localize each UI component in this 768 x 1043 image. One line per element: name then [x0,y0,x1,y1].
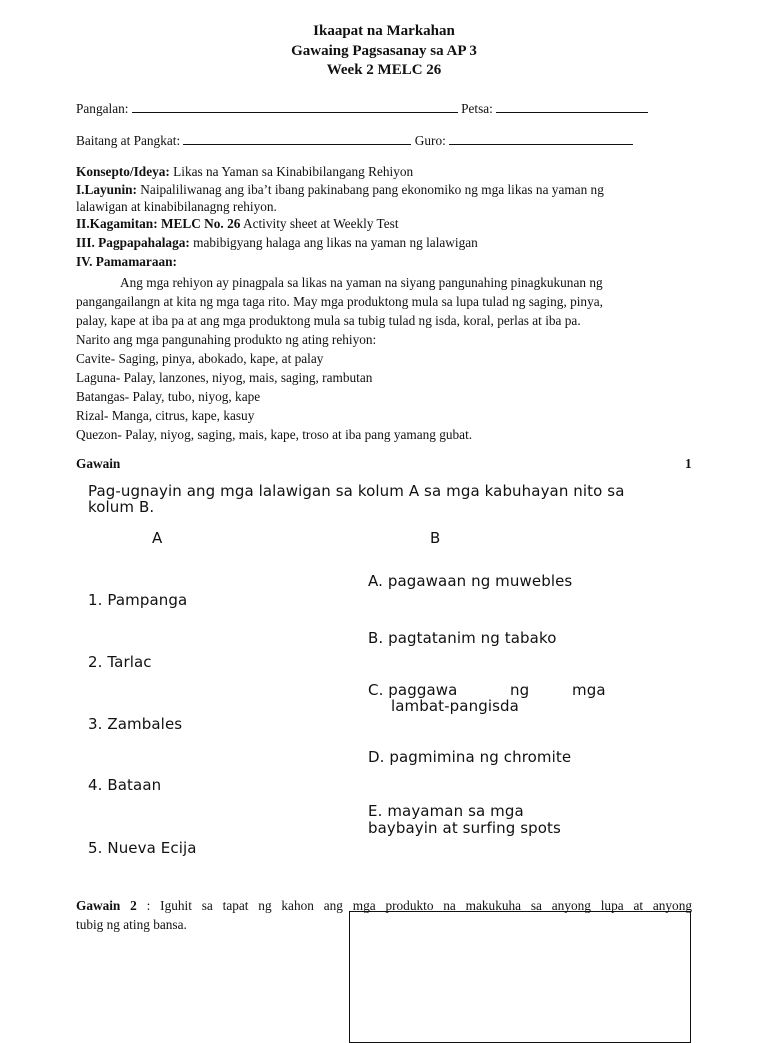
gawain1-label: Gawain [76,456,121,471]
baitang-label: Baitang at Pangkat: [76,133,181,148]
gawain2-instruction: Iguhit sa tapat ng kahon ang mga produkto na makukuha sa anyong lupa at anyong [160,898,692,913]
column-b-item-d: D. pagmimina ng chromite [368,748,572,766]
pangalan-field[interactable] [76,100,648,117]
column-a-header: A [152,529,163,547]
header-week: Week 2 MELC 26 [326,62,442,78]
gawain1-instruction-2: kolum B. [88,498,155,516]
body-line-4: Narito ang mga pangunahing produkto ng ating rehiyon: [76,332,377,347]
gawain2-instruction-2: tubig ng ating bansa. [76,917,187,932]
column-b-item-e: E. mayaman sa mga [368,802,524,820]
pangalan-label: Pangalan: [76,101,129,116]
kagamitan-label: II.Kagamitan: MELC No. 26 [76,216,241,231]
layunin-line [76,182,604,198]
guro-label: Guro: [414,133,446,148]
column-a-item: 5. Nueva Ecija [88,839,197,857]
layunin-label: I.Layunin: [76,182,137,197]
konsepto-text: Likas na Yaman sa Kinabibilangang Rehiyon [169,164,414,179]
column-b-item-c-word: mga [572,681,606,699]
pangalan-blank[interactable] [132,100,458,113]
pagpapahalaga-line [76,235,478,251]
header-subtitle: Gawaing Pagsasanay sa AP 3 [291,43,477,59]
gawain2-separator: : [136,898,161,913]
layunin-line-2: lalawigan at kinabibilanagng rehiyon. [76,199,277,214]
layunin-text: Naipaliliwanag ang iba’t ibang pakinabang pang ekonomiko ng mga likas na yaman ng [136,182,604,197]
pagpapahalaga-label: III. Pagpapahalaga: [76,235,190,250]
kagamitan-line [76,216,399,232]
column-b-item-e-cont: baybayin at surfing spots [368,819,561,837]
column-a-item: 4. Bataan [88,776,162,794]
guro-blank[interactable] [449,132,633,145]
column-a-item: 2. Tarlac [88,653,152,671]
body-line-9: Quezon- Palay, niyog, saging, mais, kape, troso at iba pang yamang gubat. [76,427,473,442]
body-line-6: Laguna- Palay, lanzones, niyog, mais, saging, rambutan [76,370,373,385]
petsa-blank[interactable] [496,100,648,113]
body-line-7: Batangas- Palay, tubo, niyog, kape [76,389,261,404]
petsa-label: Petsa: [461,101,493,116]
konsepto-label: Konsepto/Ideya: [76,164,170,179]
baitang-field[interactable] [76,132,633,149]
konsepto-line [76,164,413,180]
column-b-item-c: C. paggawa [368,681,458,699]
body-line-5: Cavite- Saging, pinya, abokado, kape, at palay [76,351,324,366]
header-title: Ikaapat na Markahan [313,23,455,39]
drawing-box[interactable] [349,911,691,1043]
body-line-8: Rizal- Manga, citrus, kape, kasuy [76,408,255,423]
body-line-3: palay, kape at iba pa at ang mga produktong mula sa tubig tulad ng isda, koral, perlas at iba pa. [76,313,581,328]
gawain1-instruction-1: Pag-ugnayin ang mga lalawigan sa kolum A sa mga kabuhayan nito sa [88,482,625,500]
column-a-item: 1. Pampanga [88,591,188,609]
column-b-header: B [430,529,441,547]
gawain1-number: 1 [685,456,692,471]
column-b-item-a: A. pagawaan ng muwebles [368,572,573,590]
pamamaraan-label: IV. Pamamaraan: [76,254,177,269]
column-b-item-c-cont: lambat-pangisda [391,697,519,715]
column-b-item-c-word: ng [510,681,530,699]
baitang-blank[interactable] [183,132,411,145]
kagamitan-text: Activity sheet at Weekly Test [240,216,399,231]
body-line-2: pangangailangn at kita ng mga taga rito. May mga produktong mula sa lupa tulad ng saging, pinya, [76,294,603,309]
pagpapahalaga-text: mabibigyang halaga ang likas na yaman ng lalawigan [189,235,478,250]
body-line-1: Ang mga rehiyon ay pinagpala sa likas na yaman na siyang pangunahing pinagkukunan ng [120,275,603,290]
gawain2-label: Gawain 2 [76,898,137,913]
column-a-item: 3. Zambales [88,715,183,733]
column-b-item-b: B. pagtatanim ng tabako [368,629,557,647]
